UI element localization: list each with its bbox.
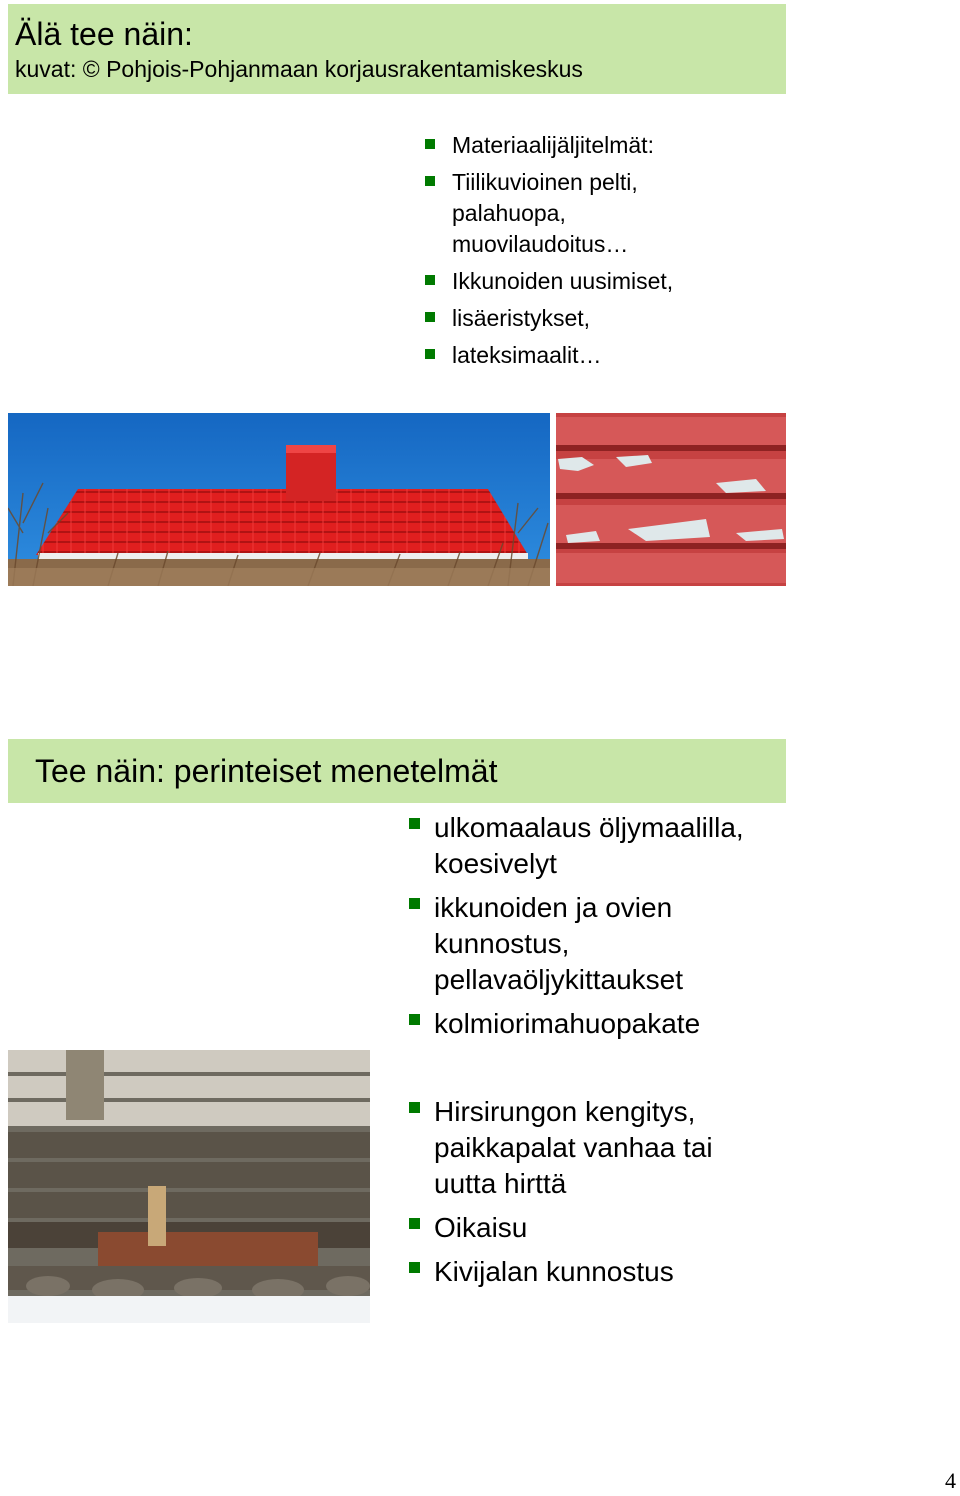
- list-item: lateksimaalit…: [452, 340, 752, 371]
- list-item: Oikaisu: [434, 1210, 754, 1246]
- list-item: Hirsirungon kengitys, paikkapalat vanhaa tai uutta hirttä: [434, 1094, 754, 1202]
- list-item: lisäeristykset,: [452, 303, 752, 334]
- page-number: 4: [945, 1468, 956, 1493]
- red-roof-photo: [8, 413, 550, 586]
- repair-list: [434, 1094, 754, 1298]
- list-item: ikkunoiden ja ovien kunnostus, pellavaöljykittaukset: [434, 890, 734, 998]
- list-item: Materiaalijäljitelmät:: [452, 130, 752, 161]
- bottom-title: Tee näin: perinteiset menetelmät: [35, 753, 498, 789]
- do-list: [434, 810, 794, 1050]
- list-item: Kivijalan kunnostus: [434, 1254, 754, 1290]
- photo-credit: kuvat: © Pohjois-Pohjanmaan korjausrakentamiskeskus: [15, 56, 583, 82]
- log-wall-photo: [8, 1050, 370, 1323]
- dont-list: [452, 130, 752, 377]
- list-item: ulkomaalaus öljymaalilla, koesivelyt: [434, 810, 794, 882]
- list-item: Ikkunoiden uusimiset,: [452, 266, 752, 297]
- peeling-paint-photo: [556, 413, 786, 586]
- list-item: kolmiorimahuopakate: [434, 1006, 774, 1042]
- top-title: Älä tee näin:: [15, 16, 193, 52]
- list-item: Tiilikuvioinen pelti, palahuopa, muovilaudoitus…: [452, 167, 692, 260]
